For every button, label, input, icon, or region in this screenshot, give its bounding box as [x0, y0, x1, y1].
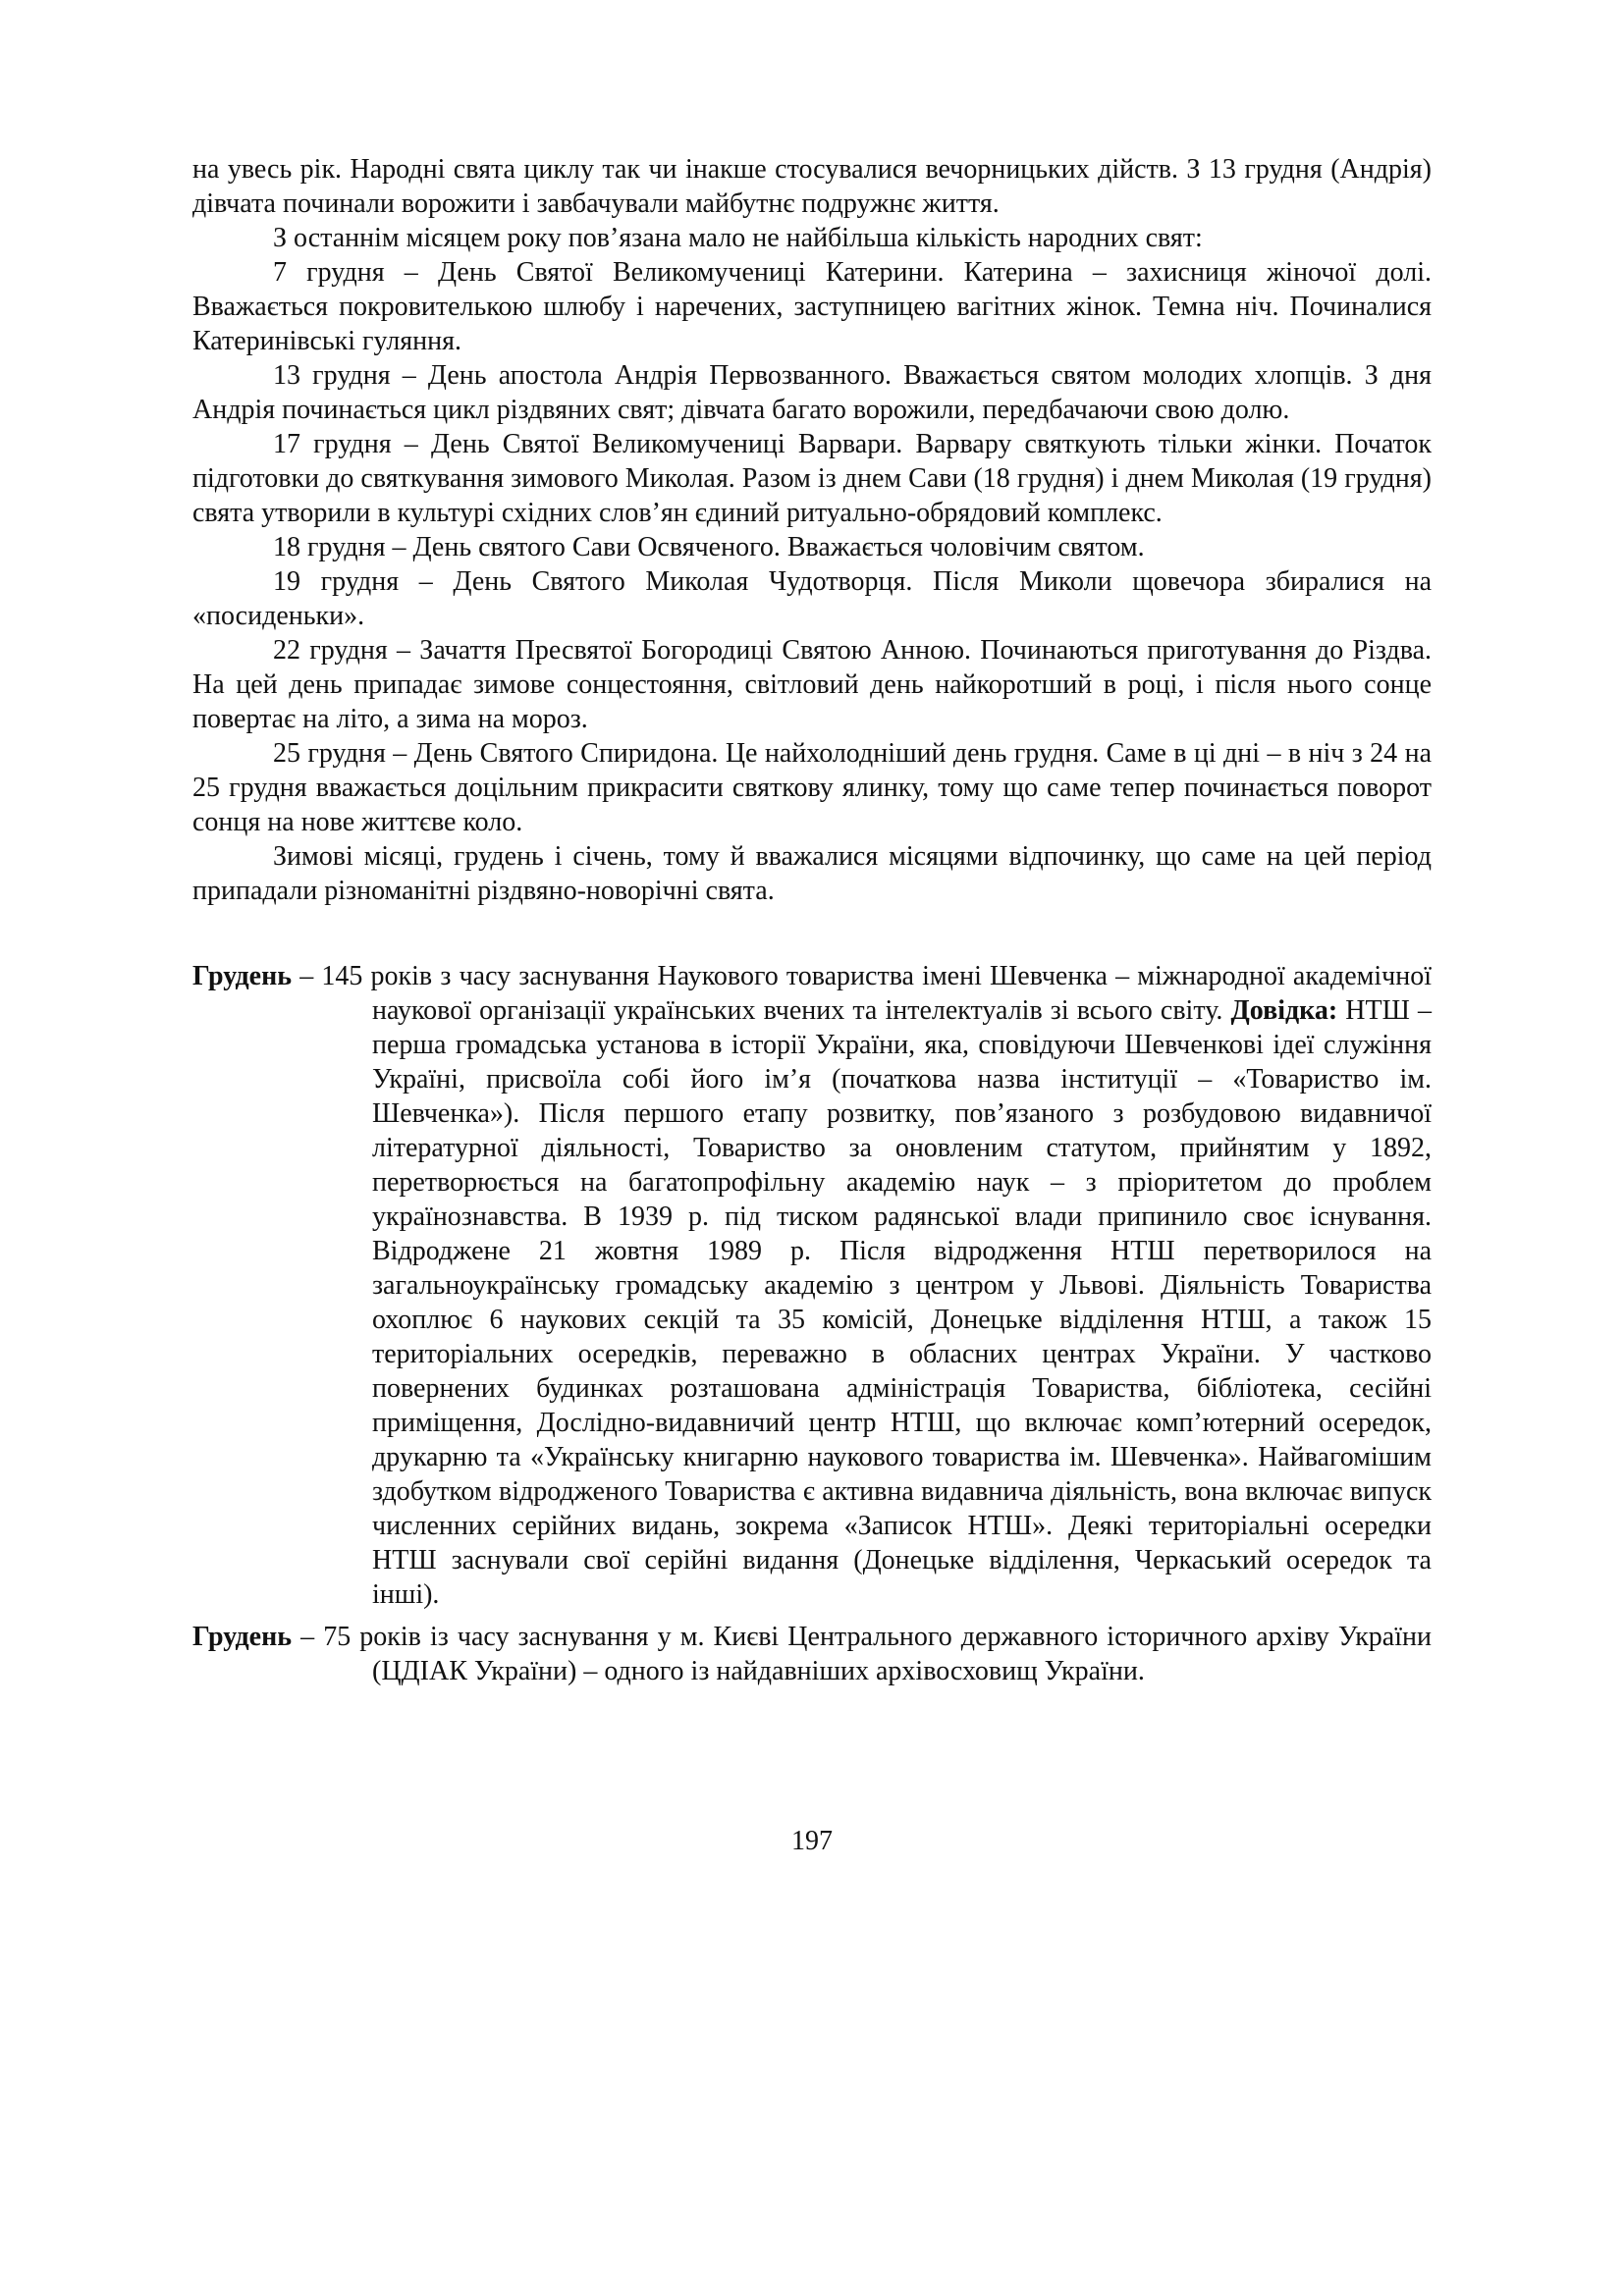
paragraph-holiday-dec-25: 25 грудня – День Святого Спиридона. Це найхолодніший день грудня. Саме в ці дні – в ніч з 24 на 25 грудня вважається доцільним прикрасити святкову ялинку, тому що саме тепер починається поворот сонця на нове життєве коло. [192, 738, 1432, 837]
entry-reference-label: Довідка: [1230, 995, 1338, 1026]
paragraph-continuation: на увесь рік. Народні свята циклу так чи інакше стосувалися вечорницьких дійств. З 13 грудня (Андрія) дівчата починали ворожити і завбачували майбутнє подружнє життя. [192, 154, 1432, 219]
paragraph-holiday-dec-18: 18 грудня – День святого Сави Освяченого. Вважається чоловічим святом. [273, 532, 1145, 562]
paragraph-holiday-dec-13: 13 грудня – День апостола Андрія Первозванного. Вважається святом молодих хлопців. З дня Андрія починається цикл різдвяних свят; дівчата багато ворожили, передбачаючи свою долю. [192, 360, 1432, 425]
paragraph-holiday-dec-17: 17 грудня – День Святої Великомучениці Варвари. Варвару святкують тільки жінки. Початок підготовки до святкування зимового Миколая. Разом із днем Сави (18 грудня) і днем Миколая (19 грудня) свята утворили в культурі східних слов’ян єдиний ритуально-обрядовий комплекс. [192, 429, 1432, 528]
paragraph-intro: З останнім місяцем року пов’язана мало не найбільша кількість народних свят: [273, 223, 1203, 253]
page-number: 197 [791, 1826, 833, 1856]
entry-text: – 145 років з часу заснування Наукового товариства імені Шевченка – міжнародної академічної наукової організації українських вчених та інтелектуалів зі всього світу. [292, 961, 1432, 1026]
entry-text: – 75 років із часу заснування у м. Києві Центрального державного історичного архіву України (ЦДІАК України) – одного із найдавніших архівосховищ України. [292, 1622, 1432, 1686]
paragraph-conclusion: Зимові місяці, грудень і січень, тому й вважалися місяцями відпочинку, що саме на цей період припадали різноманітні різдвяно-новорічні свята. [192, 841, 1432, 906]
page-body [192, 152, 1432, 1688]
paragraph-holiday-dec-19: 19 грудня – День Святого Миколая Чудотворця. Після Миколи щовечора збиралися на «посиденьки». [192, 566, 1432, 631]
calendar-entry [192, 1620, 1432, 1688]
entry-month: Грудень [192, 961, 293, 991]
calendar-entry [192, 959, 1432, 1612]
paragraph-holiday-dec-22: 22 грудня – Зачаття Пресвятої Богородиці Святою Анною. Починаються приготування до Різдва. На цей день припадає зимове сонцестояння, світловий день найкоротший в році, і після нього сонце повертає на літо, а зима на мороз. [192, 635, 1432, 734]
paragraph-holiday-dec-7: 7 грудня – День Святої Великомучениці Катерини. Катерина – захисниця жіночої долі. Вважається покровителькою шлюбу і наречених, заступницею вагітних жінок. Темна ніч. Починалися Катеринівські гуляння. [192, 257, 1432, 356]
entry-month: Грудень [192, 1622, 293, 1652]
section-gap [192, 908, 1432, 959]
entry-reference-text: НТШ – перша громадська установа в історії України, яка, сповідуючи Шевченкові ідеї служіння Україні, присвоїла собі його ім’я (початкова назва інституції – «Товариство ім. Шевченка»). Після першого етапу розвитку, пов’язаного з розбудовою видавничої літературної діяльності, Товариство за оновленим статутом, прийнятим у 1892, перетворюється на багатопрофільну академію наук – з пріоритетом до проблем українознавства. В 1939 р. під тиском радянської влади припинило своє існування. Відроджене 21 жовтня 1989 р. Після відродження НТШ перетворилося на загальноукраїнську громадську академію з центром у Львові. Діяльність Товариства охоплює 6 наукових секцій та 35 комісій, Донецьке відділення НТШ, а також 15 територіальних осередків, переважно в обласних центрах України. У частково повернених будинках розташована адміністрація Товариства, бібліотека, сесійні приміщення, Дослідно-видавничий центр НТШ, що включає комп’ютерний осередок, друкарню та «Українську книгарню наукового товариства ім. Шевченка». Найвагомішим здобутком відродженого Товариства є активна видавнича діяльність, вона включає випуск численних серійних видань, зокрема «Записок НТШ». Деякі територіальні осередки НТШ заснували свої серійні видання (Донецьке відділення, Черкаський осередок та інші). [372, 995, 1432, 1610]
